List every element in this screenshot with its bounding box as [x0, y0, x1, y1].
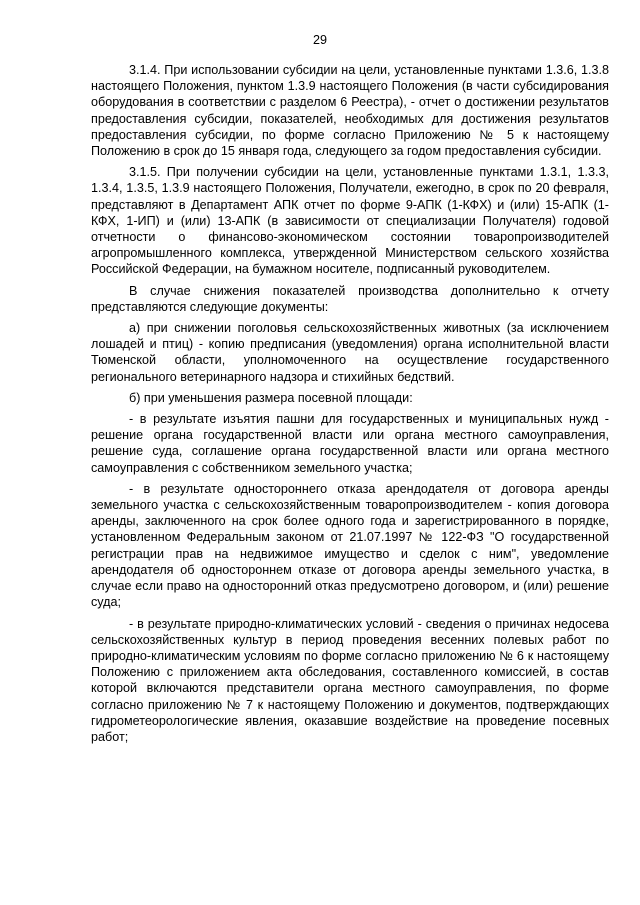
paragraph-3-1-5: 3.1.5. При получении субсидии на цели, установленные пунктами 1.3.1, 1.3.3, 1.3.4, 1.3.5, 1.3.9 настоящего Положения, Получатели, ежегодно, в срок по 20 февраля, представляют в Департамент АПК отчет по форме 9-АПК (1-КФХ) и (или) 15-АПК (1-КФХ, 1-ИП) и (или) 13-АПК (в зависимости от специализации Получателя) годовой отчетности о финансово-экономическом состоянии товаропроизводителей агропромышленного комплекса, утвержденной Министерством сельского хозяйства Российской Федерации, на бумажном носителе, подписанный руководителем. [91, 165, 609, 277]
paragraph-climate-conditions: - в результате природно-климатических условий - сведения о причинах недосева сельскохозяйственных культур в период проведения весенних полевых работ по природно-климатическим условиям по форме согласно приложению № 6 к настоящему Положению с приложением акта обследования, составленного комиссией, в состав которой включаются представители органа местного самоуправления, по форме согласно приложению № 7 к настоящему Положению и документов, подтверждающих гидрометеорологические явления, оказавшие воздействие на проведение посевных работ; [91, 616, 609, 744]
paragraph-land-seizure: - в результате изъятия пашни для государственных и муниципальных нужд - решение органа государственной власти или органа местного самоуправления, решение суда, соглашение органа государственной власти или органа местного самоуправления с собственником земельного участка; [91, 412, 609, 475]
paragraph-additional-documents-intro: В случае снижения показателей производства дополнительно к отчету представляются следующие документы: [91, 283, 609, 314]
paragraph-item-b: б) при уменьшения размера посевной площади: [129, 390, 413, 405]
document-body [91, 62, 609, 750]
paragraph-lease-refusal: - в результате одностороннего отказа арендодателя от договора аренды земельного участка с сельскохозяйственным товаропроизводителем - копия договора аренды, заключенного на срок более одного года и зарегистрированного в порядке, установленном Федеральным законом от 21.07.1997 № 122-ФЗ "О государственной регистрации прав на недвижимое имущество и сделок с ним", уведомление арендодателя об одностороннем отказе от договора аренды земельного участка, в случае если право на односторонний отказ предусмотрено договором, и (или) решение суда; [91, 481, 609, 610]
page-number: 29 [312, 33, 327, 47]
paragraph-item-a: а) при снижении поголовья сельскохозяйственных животных (за исключением лошадей и птиц) - копию предписания (уведомления) органа исполнительной власти Тюменской области, уполномоченного на осуществление государственного регионального ветеринарного надзора и стихийных бедствий. [91, 321, 609, 384]
paragraph-3-1-4: 3.1.4. При использовании субсидии на цели, установленные пунктами 1.3.6, 1.3.8 настоящего Положения, пунктом 1.3.9 настоящего Положения (в части субсидирования оборудования в соответствии с разделом 6 Реестра), - отчет о достижении результатов предоставления субсидии, показателей, необходимых для достижения результатов предоставления субсидии, по форме согласно Приложению № 5 к настоящему Положению в срок до 15 января года, следующего за годом предоставления субсидии. [91, 63, 609, 159]
